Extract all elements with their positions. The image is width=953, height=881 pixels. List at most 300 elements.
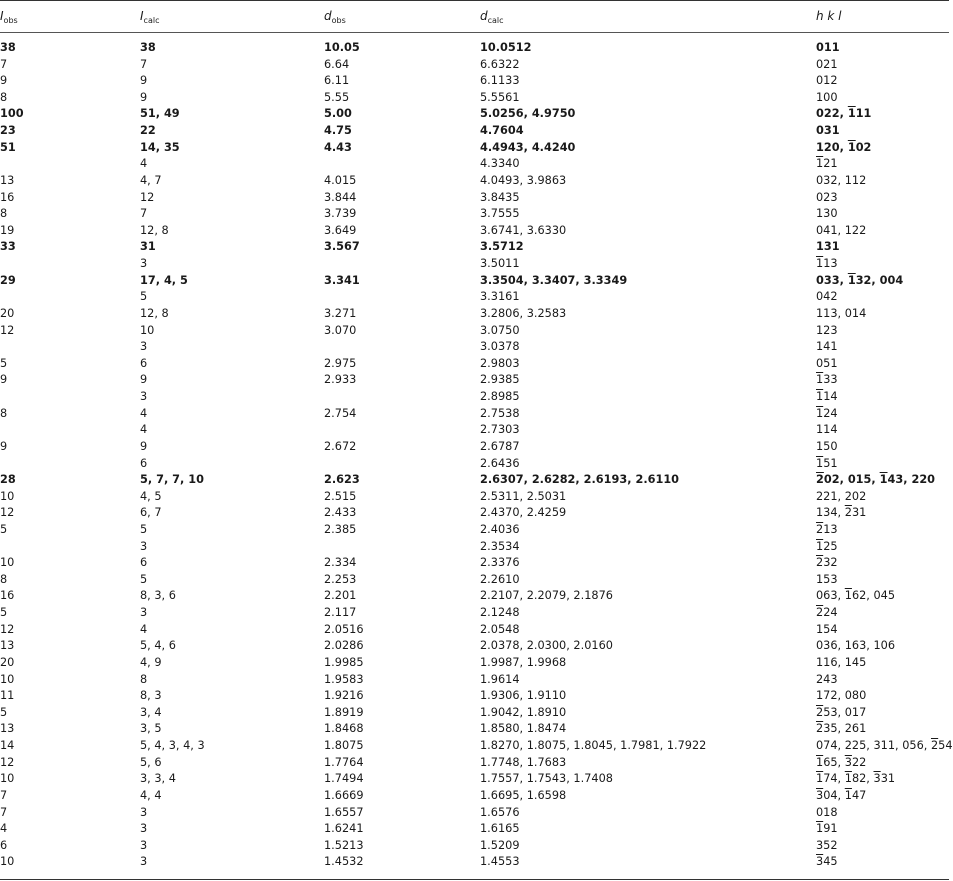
d-calc-cell: 10.0512 bbox=[480, 41, 532, 54]
i-calc-cell: 12 bbox=[140, 190, 155, 204]
d-calc-cell: 1.5209 bbox=[480, 838, 520, 852]
table-row bbox=[0, 672, 949, 689]
d-calc-cell: 2.9385 bbox=[480, 373, 520, 387]
i-calc-cell: 3, 4 bbox=[140, 705, 162, 719]
table-row bbox=[0, 140, 949, 157]
d-calc-cell: 1.9306, 1.9110 bbox=[480, 689, 567, 703]
d-calc-cell: 2.1248 bbox=[480, 606, 520, 620]
i-obs-cell: 19 bbox=[0, 223, 15, 237]
i-obs-cell: 10 bbox=[0, 489, 15, 503]
i-calc-cell: 6 bbox=[140, 456, 148, 470]
d-obs-cell: 3.070 bbox=[324, 323, 357, 337]
d-obs-cell: 5.00 bbox=[324, 107, 352, 121]
d-obs-cell: 1.9216 bbox=[324, 689, 364, 703]
d-obs-cell: 6.64 bbox=[324, 57, 350, 71]
i-obs-cell: 33 bbox=[0, 240, 16, 254]
d-obs-cell: 1.6241 bbox=[324, 822, 364, 836]
hkl-cell: 125 bbox=[816, 539, 838, 553]
overbar-digit: 1 bbox=[844, 589, 852, 603]
d-calc-cell: 2.6787 bbox=[480, 439, 520, 453]
table-row bbox=[0, 306, 949, 323]
hkl-cell: 113 bbox=[816, 257, 838, 271]
hkl-cell: 121 bbox=[816, 157, 838, 171]
d-obs-cell: 1.7494 bbox=[324, 772, 364, 786]
d-calc-cell: 3.3161 bbox=[480, 290, 520, 304]
table-row bbox=[0, 57, 949, 74]
i-obs-cell: 8 bbox=[0, 90, 8, 104]
table-row bbox=[0, 539, 949, 556]
d-calc-cell: 1.7748, 1.7683 bbox=[480, 755, 567, 769]
hkl-cell: 022, 111 bbox=[816, 107, 872, 121]
i-calc-cell: 9 bbox=[140, 90, 148, 104]
overbar-digit: 3 bbox=[816, 788, 824, 802]
d-calc-cell: 2.0378, 2.0300, 2.0160 bbox=[480, 639, 613, 653]
i-calc-cell: 4, 4 bbox=[140, 788, 162, 802]
i-calc-cell: 7 bbox=[140, 57, 148, 71]
d-calc-cell: 3.0750 bbox=[480, 323, 520, 337]
overbar-digit: 1 bbox=[816, 456, 824, 470]
table-row bbox=[0, 588, 949, 605]
i-obs-cell: 4 bbox=[0, 822, 8, 836]
overbar-digit: 1 bbox=[816, 390, 824, 404]
i-calc-cell: 31 bbox=[140, 240, 156, 254]
hkl-cell: 023 bbox=[816, 190, 838, 204]
d-obs-cell: 1.9583 bbox=[324, 672, 364, 686]
table-row bbox=[0, 688, 949, 705]
hkl-cell: 150 bbox=[816, 439, 838, 453]
d-obs-cell: 1.7764 bbox=[324, 755, 364, 769]
d-calc-cell: 1.7557, 1.7543, 1.7408 bbox=[480, 772, 613, 786]
d-calc-cell: 6.6322 bbox=[480, 57, 520, 71]
overbar-digit: 1 bbox=[816, 755, 824, 769]
i-calc-cell: 7 bbox=[140, 207, 148, 221]
hkl-cell: 352 bbox=[816, 838, 838, 852]
d-obs-cell: 2.253 bbox=[324, 572, 357, 586]
table-row bbox=[0, 572, 949, 589]
i-obs-cell: 9 bbox=[0, 439, 8, 453]
d-obs-cell: 1.6557 bbox=[324, 805, 364, 819]
header-i-calc: $I_{calc}$ bbox=[140, 9, 160, 25]
table-row bbox=[0, 106, 949, 123]
i-calc-cell: 3 bbox=[140, 822, 148, 836]
table-row bbox=[0, 638, 949, 655]
overbar-digit: 2 bbox=[816, 556, 824, 570]
hkl-cell: 011 bbox=[816, 41, 840, 54]
i-obs-cell: 100 bbox=[0, 107, 24, 121]
d-obs-cell: 3.271 bbox=[324, 306, 357, 320]
d-calc-cell: 3.5011 bbox=[480, 257, 520, 271]
header-d-obs: $d_{obs}$ bbox=[324, 9, 346, 25]
d-calc-cell: 1.9614 bbox=[480, 672, 520, 686]
table-row bbox=[0, 472, 949, 489]
i-obs-cell: 5 bbox=[0, 522, 8, 536]
i-calc-cell: 8, 3, 6 bbox=[140, 589, 176, 603]
hkl-cell: 253, 017 bbox=[816, 705, 867, 719]
i-obs-cell: 9 bbox=[0, 373, 8, 387]
i-calc-cell: 38 bbox=[140, 41, 156, 54]
table-row bbox=[0, 605, 949, 622]
d-obs-cell: 3.739 bbox=[324, 207, 357, 221]
d-obs-cell: 1.5213 bbox=[324, 838, 364, 852]
d-calc-cell: 2.3534 bbox=[480, 539, 520, 553]
d-calc-cell: 2.6436 bbox=[480, 456, 520, 470]
table-row bbox=[0, 422, 949, 439]
d-calc-cell: 3.7555 bbox=[480, 207, 520, 221]
i-obs-cell: 5 bbox=[0, 606, 8, 620]
d-obs-cell: 2.515 bbox=[324, 489, 357, 503]
i-obs-cell: 12 bbox=[0, 506, 15, 520]
i-obs-cell: 10 bbox=[0, 556, 15, 570]
d-calc-cell: 3.6741, 3.6330 bbox=[480, 223, 567, 237]
i-calc-cell: 5 bbox=[140, 572, 148, 586]
i-calc-cell: 22 bbox=[140, 124, 156, 138]
d-obs-cell: 2.385 bbox=[324, 522, 357, 536]
d-calc-cell: 4.4943, 4.4240 bbox=[480, 140, 576, 154]
i-calc-cell: 4 bbox=[140, 423, 148, 437]
i-obs-cell: 7 bbox=[0, 805, 8, 819]
table-row bbox=[0, 755, 949, 772]
i-obs-cell: 51 bbox=[0, 140, 16, 154]
hkl-cell: 113, 014 bbox=[816, 306, 867, 320]
i-calc-cell: 3 bbox=[140, 855, 148, 869]
i-obs-cell: 8 bbox=[0, 406, 8, 420]
hkl-cell: 036, 163, 106 bbox=[816, 639, 896, 653]
d-calc-cell: 3.3504, 3.3407, 3.3349 bbox=[480, 273, 628, 287]
i-calc-cell: 4 bbox=[140, 622, 148, 636]
i-calc-cell: 6 bbox=[140, 356, 148, 370]
d-calc-cell: 2.2107, 2.2079, 2.1876 bbox=[480, 589, 613, 603]
hkl-cell: 224 bbox=[816, 606, 838, 620]
hkl-cell: 202, 015, 143, 220 bbox=[816, 473, 936, 487]
d-calc-cell: 3.8435 bbox=[480, 190, 520, 204]
table-row bbox=[0, 190, 949, 207]
overbar-digit: 1 bbox=[847, 273, 856, 287]
d-calc-cell: 2.0548 bbox=[480, 622, 520, 636]
hkl-cell: 131 bbox=[816, 240, 840, 254]
hkl-cell: 032, 112 bbox=[816, 173, 867, 187]
d-calc-cell: 2.7303 bbox=[480, 423, 520, 437]
i-calc-cell: 5 bbox=[140, 290, 148, 304]
i-calc-cell: 6 bbox=[140, 556, 148, 570]
table-row bbox=[0, 273, 949, 290]
d-calc-cell: 2.2610 bbox=[480, 572, 520, 586]
i-obs-cell: 7 bbox=[0, 788, 8, 802]
hkl-cell: 130 bbox=[816, 207, 838, 221]
table-row bbox=[0, 456, 949, 473]
table-row bbox=[0, 838, 949, 855]
d-calc-cell: 3.0378 bbox=[480, 340, 520, 354]
table-row bbox=[0, 173, 949, 190]
overbar-digit: 2 bbox=[816, 705, 824, 719]
i-calc-cell: 6, 7 bbox=[140, 506, 162, 520]
i-obs-cell: 8 bbox=[0, 207, 8, 221]
d-obs-cell: 3.567 bbox=[324, 240, 360, 254]
hkl-cell: 345 bbox=[816, 855, 838, 869]
hkl-cell: 012 bbox=[816, 74, 838, 88]
i-calc-cell: 3 bbox=[140, 340, 148, 354]
overbar-digit: 1 bbox=[847, 140, 856, 154]
i-obs-cell: 28 bbox=[0, 473, 16, 487]
d-obs-cell: 1.4532 bbox=[324, 855, 364, 869]
i-calc-cell: 12, 8 bbox=[140, 306, 169, 320]
i-calc-cell: 14, 35 bbox=[140, 140, 180, 154]
i-obs-cell: 13 bbox=[0, 722, 15, 736]
hkl-cell: 031 bbox=[816, 124, 840, 138]
i-calc-cell: 10 bbox=[140, 323, 155, 337]
table-row bbox=[0, 123, 949, 140]
hkl-cell: 191 bbox=[816, 822, 838, 836]
d-calc-cell: 3.2806, 3.2583 bbox=[480, 306, 567, 320]
i-calc-cell: 9 bbox=[140, 439, 148, 453]
header-rule bbox=[0, 32, 949, 33]
hkl-cell: 123 bbox=[816, 323, 838, 337]
d-calc-cell: 2.9803 bbox=[480, 356, 520, 370]
d-obs-cell: 2.623 bbox=[324, 473, 360, 487]
d-calc-cell: 4.3340 bbox=[480, 157, 520, 171]
overbar-digit: 3 bbox=[816, 855, 824, 869]
i-calc-cell: 9 bbox=[140, 373, 148, 387]
d-obs-cell: 2.975 bbox=[324, 356, 357, 370]
overbar-digit: 2 bbox=[816, 722, 824, 736]
overbar-digit: 2 bbox=[816, 473, 824, 487]
i-calc-cell: 8, 3 bbox=[140, 689, 162, 703]
i-obs-cell: 23 bbox=[0, 124, 16, 138]
table-row bbox=[0, 389, 949, 406]
d-calc-cell: 2.6307, 2.6282, 2.6193, 2.6110 bbox=[480, 473, 680, 487]
d-obs-cell: 2.933 bbox=[324, 373, 357, 387]
d-obs-cell: 2.672 bbox=[324, 439, 357, 453]
i-obs-cell: 12 bbox=[0, 323, 15, 337]
d-calc-cell: 2.8985 bbox=[480, 390, 520, 404]
d-obs-cell: 10.05 bbox=[324, 41, 360, 54]
i-obs-cell: 38 bbox=[0, 41, 16, 54]
header-hkl: h k l bbox=[816, 9, 842, 23]
d-calc-cell: 1.9987, 1.9968 bbox=[480, 655, 567, 669]
d-calc-cell: 1.6165 bbox=[480, 822, 520, 836]
i-obs-cell: 16 bbox=[0, 190, 15, 204]
overbar-digit: 2 bbox=[816, 522, 824, 536]
table-row bbox=[0, 505, 949, 522]
i-obs-cell: 14 bbox=[0, 739, 15, 753]
d-obs-cell: 2.334 bbox=[324, 556, 357, 570]
i-calc-cell: 3 bbox=[140, 257, 148, 271]
overbar-digit: 1 bbox=[844, 772, 852, 786]
hkl-cell: 124 bbox=[816, 406, 838, 420]
i-obs-cell: 16 bbox=[0, 589, 15, 603]
d-calc-cell: 3.5712 bbox=[480, 240, 524, 254]
table-row bbox=[0, 555, 949, 572]
hkl-cell: 114 bbox=[816, 423, 838, 437]
d-calc-cell: 1.8270, 1.8075, 1.8045, 1.7981, 1.7922 bbox=[480, 739, 707, 753]
d-obs-cell: 1.6669 bbox=[324, 788, 364, 802]
d-calc-cell: 4.7604 bbox=[480, 124, 524, 138]
overbar-digit: 2 bbox=[930, 739, 939, 753]
hkl-cell: 063, 162, 045 bbox=[816, 589, 896, 603]
i-calc-cell: 8 bbox=[140, 672, 148, 686]
hkl-cell: 154 bbox=[816, 622, 838, 636]
hkl-cell: 021 bbox=[816, 57, 838, 71]
hkl-cell: 042 bbox=[816, 290, 838, 304]
table-row bbox=[0, 738, 953, 755]
d-calc-cell: 5.5561 bbox=[480, 90, 520, 104]
d-calc-cell: 1.4553 bbox=[480, 855, 520, 869]
hkl-cell: 235, 261 bbox=[816, 722, 867, 736]
table-row bbox=[0, 339, 949, 356]
i-calc-cell: 4, 9 bbox=[140, 655, 162, 669]
d-obs-cell: 1.8468 bbox=[324, 722, 364, 736]
i-calc-cell: 5, 6 bbox=[140, 755, 162, 769]
i-obs-cell: 20 bbox=[0, 306, 15, 320]
i-calc-cell: 5, 7, 7, 10 bbox=[140, 473, 204, 487]
hkl-cell: 033, 132, 004 bbox=[816, 273, 904, 287]
i-calc-cell: 12, 8 bbox=[140, 223, 169, 237]
i-obs-cell: 5 bbox=[0, 705, 8, 719]
d-obs-cell: 3.844 bbox=[324, 190, 357, 204]
table-row bbox=[0, 522, 949, 539]
i-calc-cell: 4, 7 bbox=[140, 173, 162, 187]
overbar-digit: 3 bbox=[844, 755, 852, 769]
i-calc-cell: 3 bbox=[140, 390, 148, 404]
hkl-cell: 232 bbox=[816, 556, 838, 570]
i-calc-cell: 5, 4, 3, 4, 3 bbox=[140, 739, 205, 753]
hkl-cell: 051 bbox=[816, 356, 838, 370]
d-calc-cell: 2.7538 bbox=[480, 406, 520, 420]
table-row bbox=[0, 90, 949, 107]
i-obs-cell: 6 bbox=[0, 838, 8, 852]
table-row bbox=[0, 705, 949, 722]
table-row bbox=[0, 821, 949, 838]
d-obs-cell: 1.8919 bbox=[324, 705, 364, 719]
overbar-digit: 1 bbox=[816, 772, 824, 786]
hkl-cell: 174, 182, 331 bbox=[816, 772, 896, 786]
d-calc-cell: 5.0256, 4.9750 bbox=[480, 107, 576, 121]
table-row bbox=[0, 805, 949, 822]
i-calc-cell: 3 bbox=[140, 539, 148, 553]
overbar-digit: 1 bbox=[847, 107, 856, 121]
i-calc-cell: 9 bbox=[140, 74, 148, 88]
hkl-cell: 141 bbox=[816, 340, 838, 354]
table-row bbox=[0, 622, 949, 639]
i-obs-cell: 8 bbox=[0, 572, 8, 586]
d-calc-cell: 1.6576 bbox=[480, 805, 520, 819]
d-obs-cell: 2.117 bbox=[324, 606, 357, 620]
d-obs-cell: 2.754 bbox=[324, 406, 357, 420]
i-obs-cell: 9 bbox=[0, 74, 8, 88]
i-calc-cell: 5, 4, 6 bbox=[140, 639, 176, 653]
header-d-calc: $d_{calc}$ bbox=[480, 9, 504, 25]
hkl-cell: 041, 122 bbox=[816, 223, 867, 237]
d-calc-cell: 6.1133 bbox=[480, 74, 520, 88]
i-calc-cell: 4 bbox=[140, 406, 148, 420]
i-obs-cell: 10 bbox=[0, 772, 15, 786]
table-row bbox=[0, 721, 949, 738]
i-obs-cell: 10 bbox=[0, 855, 15, 869]
header-i-obs: $I_{obs}$ bbox=[0, 9, 18, 25]
i-calc-cell: 3, 5 bbox=[140, 722, 162, 736]
i-obs-cell: 29 bbox=[0, 273, 16, 287]
table-row bbox=[0, 489, 949, 506]
i-calc-cell: 3 bbox=[140, 805, 148, 819]
hkl-cell: 116, 145 bbox=[816, 655, 867, 669]
d-calc-cell: 2.3376 bbox=[480, 556, 520, 570]
i-obs-cell: 20 bbox=[0, 655, 15, 669]
hkl-cell: 133 bbox=[816, 373, 838, 387]
overbar-digit: 1 bbox=[816, 406, 824, 420]
hkl-cell: 100 bbox=[816, 90, 838, 104]
d-obs-cell: 2.201 bbox=[324, 589, 357, 603]
overbar-digit: 1 bbox=[816, 257, 824, 271]
i-calc-cell: 3 bbox=[140, 606, 148, 620]
i-obs-cell: 10 bbox=[0, 672, 15, 686]
hkl-cell: 018 bbox=[816, 805, 838, 819]
table-bottom-rule bbox=[0, 879, 949, 880]
overbar-digit: 1 bbox=[879, 473, 888, 487]
table-row bbox=[0, 356, 949, 373]
i-calc-cell: 4 bbox=[140, 157, 148, 171]
table-row bbox=[0, 256, 949, 273]
d-calc-cell: 1.6695, 1.6598 bbox=[480, 788, 567, 802]
d-obs-cell: 2.0516 bbox=[324, 622, 364, 636]
overbar-digit: 1 bbox=[844, 788, 852, 802]
i-calc-cell: 4, 5 bbox=[140, 489, 162, 503]
d-obs-cell: 1.8075 bbox=[324, 739, 364, 753]
d-calc-cell: 2.5311, 2.5031 bbox=[480, 489, 567, 503]
hkl-cell: 243 bbox=[816, 672, 838, 686]
i-calc-cell: 5 bbox=[140, 522, 148, 536]
d-calc-cell: 4.0493, 3.9863 bbox=[480, 173, 567, 187]
i-obs-cell: 12 bbox=[0, 755, 15, 769]
table-row bbox=[0, 239, 949, 256]
hkl-cell: 114 bbox=[816, 390, 838, 404]
table-row bbox=[0, 156, 949, 173]
overbar-digit: 2 bbox=[844, 506, 852, 520]
table-row bbox=[0, 73, 949, 90]
overbar-digit: 1 bbox=[816, 157, 824, 171]
hkl-cell: 304, 147 bbox=[816, 788, 867, 802]
d-calc-cell: 1.8580, 1.8474 bbox=[480, 722, 567, 736]
i-obs-cell: 7 bbox=[0, 57, 8, 71]
hkl-cell: 153 bbox=[816, 572, 838, 586]
i-calc-cell: 3 bbox=[140, 838, 148, 852]
i-obs-cell: 13 bbox=[0, 639, 15, 653]
d-obs-cell: 4.015 bbox=[324, 173, 357, 187]
d-obs-cell: 3.649 bbox=[324, 223, 357, 237]
i-obs-cell: 12 bbox=[0, 622, 15, 636]
i-obs-cell: 13 bbox=[0, 173, 15, 187]
table-top-rule bbox=[0, 0, 949, 1]
i-calc-cell: 3, 3, 4 bbox=[140, 772, 176, 786]
hkl-cell: 151 bbox=[816, 456, 838, 470]
d-calc-cell: 2.4370, 2.4259 bbox=[480, 506, 567, 520]
d-obs-cell: 4.75 bbox=[324, 124, 352, 138]
table-row bbox=[0, 206, 949, 223]
d-obs-cell: 6.11 bbox=[324, 74, 350, 88]
i-obs-cell: 5 bbox=[0, 356, 8, 370]
d-obs-cell: 1.9985 bbox=[324, 655, 364, 669]
table-row bbox=[0, 771, 949, 788]
table-row bbox=[0, 854, 949, 871]
d-calc-cell: 1.9042, 1.8910 bbox=[480, 705, 567, 719]
overbar-digit: 1 bbox=[816, 373, 824, 387]
d-obs-cell: 2.433 bbox=[324, 506, 357, 520]
overbar-digit: 3 bbox=[873, 772, 881, 786]
overbar-digit: 2 bbox=[816, 606, 824, 620]
hkl-cell: 074, 225, 311, 056, 254 bbox=[816, 739, 953, 753]
table-row bbox=[0, 439, 949, 456]
hkl-cell: 172, 080 bbox=[816, 689, 867, 703]
overbar-digit: 1 bbox=[816, 539, 824, 553]
d-obs-cell: 4.43 bbox=[324, 140, 352, 154]
